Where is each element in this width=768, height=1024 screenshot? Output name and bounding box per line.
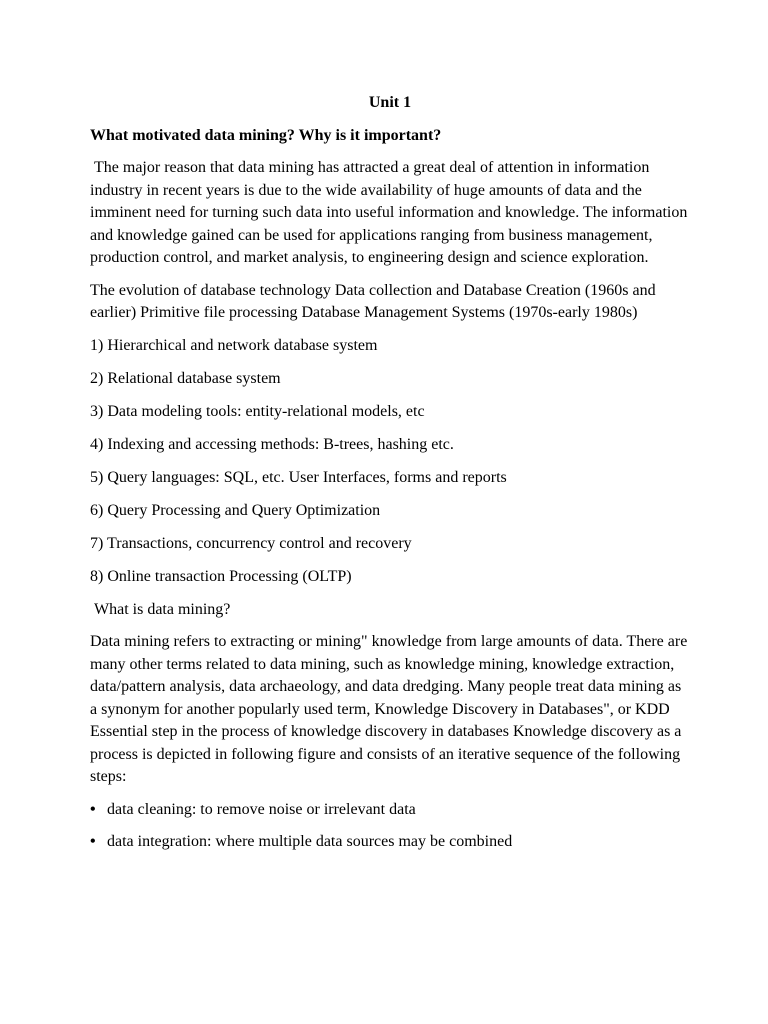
bullet-text: data cleaning: to remove noise or irrelevant data (107, 800, 416, 818)
bullet-text: data integration: where multiple data sources may be combined (107, 833, 513, 850)
bullet-list (90, 799, 690, 854)
list-item: 1) Hierarchical and network database system (90, 336, 378, 354)
list-item: 7) Transactions, concurrency control and recovery (90, 534, 412, 552)
bullet-item (90, 799, 690, 822)
list-item: 4) Indexing and accessing methods: B-trees, hashing etc. (90, 435, 454, 453)
definition-paragraph: Data mining refers to extracting or mining" knowledge from large amounts of data. There are many other terms related to data mining, such as knowledge mining, knowledge extraction, data/pattern analysis, data archaeology, and data dredging. Many people treat data mining as a synonym for another popularly used term, Knowledge Discovery in Databases", or KDD Essential step in the process of knowledge discovery in databases Knowledge discovery as a process is depicted in following figure and consists of an iterative sequence of the following steps: (90, 633, 688, 785)
list-item: 8) Online transaction Processing (OLTP) (90, 567, 352, 585)
bullet-item (90, 831, 690, 854)
list-item: 3) Data modeling tools: entity-relational models, etc (90, 402, 425, 420)
bullet-icon: • (90, 833, 96, 850)
document-body (90, 92, 690, 864)
question-line: What is data mining? (90, 600, 231, 618)
bullet-icon: • (90, 800, 96, 818)
list-item: 2) Relational database system (90, 369, 281, 387)
list-item: 6) Query Processing and Query Optimization (90, 501, 381, 519)
document-title: Unit 1 (368, 94, 412, 111)
list-item: 5) Query languages: SQL, etc. User Interfaces, forms and reports (90, 468, 507, 486)
section-heading: What motivated data mining? Why is it important? (90, 126, 442, 144)
evolution-paragraph: The evolution of database technology Data collection and Database Creation (1960s and earlier) Primitive file processing Database Management Systems (1970s-early 1980s) (90, 281, 656, 321)
numbered-list (90, 335, 690, 589)
intro-paragraph: The major reason that data mining has attracted a great deal of attention in information industry in recent years is due to the wide availability of huge amounts of data and the imminent need for turning such data into useful information and knowledge. The information and knowledge gained can be used for applications ranging from business management, production control, and market analysis, to engineering design and science exploration. (90, 159, 692, 266)
